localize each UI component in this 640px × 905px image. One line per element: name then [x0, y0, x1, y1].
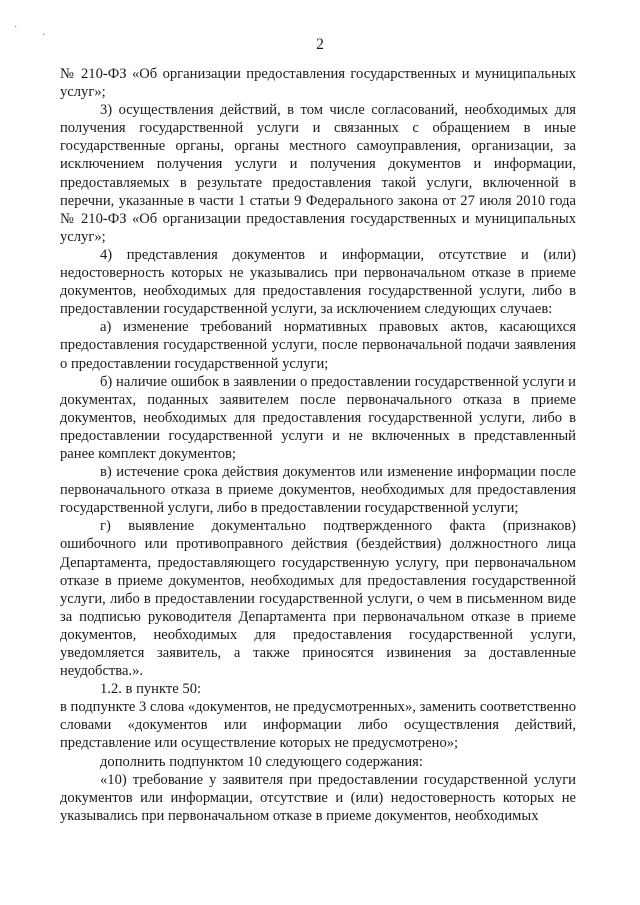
- paragraph-item-4: 4) представления документов и информации, отсутствие и (или) недостоверность которых не указывались при первоначальном отказе в приеме документов, необходимых для предоставления государственной услуги, либо в предоставлении государственной услуги, за исключением следующих случаев:: [60, 246, 576, 318]
- paragraph-subpoint-3-change: в подпункте 3 слова «документов, не предусмотренных», заменить соответственно словами «документов или информации либо осуществления действий, представление или осуществление которых не предусмотрено»;: [60, 699, 576, 752]
- paragraph-subpoint-10: «10) требование у заявителя при предоставлении государственной услуги документов или информации, отсутствие и (или) недостоверность которых не указывались при первоначальном отказе в приеме документов, необходимых: [60, 771, 576, 824]
- paragraph-item-3: 3) осуществления действий, в том числе согласований, необходимых для получения государственной услуги и связанных с обращением в иные государственные органы, органы местного самоуправления, организации, за исключением получения услуги и получения документов и информации, предоставляемых в результате предоставления такой услуги, включенной в перечни, указанные в части 1 статьи 9 Федерального закона от 27 июля 2010 года № 210-ФЗ «Об организации предоставления государственных и муниципальных услуг»;: [60, 102, 576, 245]
- page-number: 2: [316, 36, 324, 53]
- paragraph-subitem-a: а) изменение требований нормативных правовых актов, касающихся предоставления государственной услуги, после первоначальной подачи заявления о предоставлении государственной услуги;: [60, 319, 576, 372]
- paragraph-add-subpoint-10: дополнить подпунктом 10 следующего содержания:: [100, 753, 423, 770]
- paragraph-subitem-b: б) наличие ошибок в заявлении о предоставлении государственной услуги и документах, поданных заявителем после первоначального отказа в приеме документов, необходимых для предоставления государственной услуги, либо в предоставлении государственной услуги и не включенных в представленный ранее комплект документов;: [60, 373, 576, 462]
- paragraph-law-reference: № 210-ФЗ «Об организации предоставления государственных и муниципальных услуг»;: [60, 66, 576, 101]
- paragraph-subitem-v: в) истечение срока действия документов или изменение информации после первоначального отказа в приеме документов, необходимых для предоставления государственной услуги, либо в предоставлении государственной услуги;: [60, 464, 576, 517]
- paragraph-point-1-2: 1.2. в пункте 50:: [100, 681, 202, 698]
- scan-artifact-mark: ·: [14, 22, 18, 33]
- document-body: [60, 65, 576, 825]
- paragraph-subitem-g: г) выявление документально подтвержденного факта (признаков) ошибочного или противоправного действия (бездействия) должностного лица Департамента, предоставляющего государственную услугу, при первоначальном отказе в приеме документов, необходимых для предоставления государственной услуги, либо в предоставлении государственной услуги, о чем в письменном виде за подписью руководителя Департамента при первоначальном отказе в приеме документов, необходимых для предоставления государственной услуги, уведомляется заявитель, а также приносятся извинения за доставленные неудобства.».: [60, 518, 576, 680]
- scan-artifact-mark: ·: [42, 30, 46, 41]
